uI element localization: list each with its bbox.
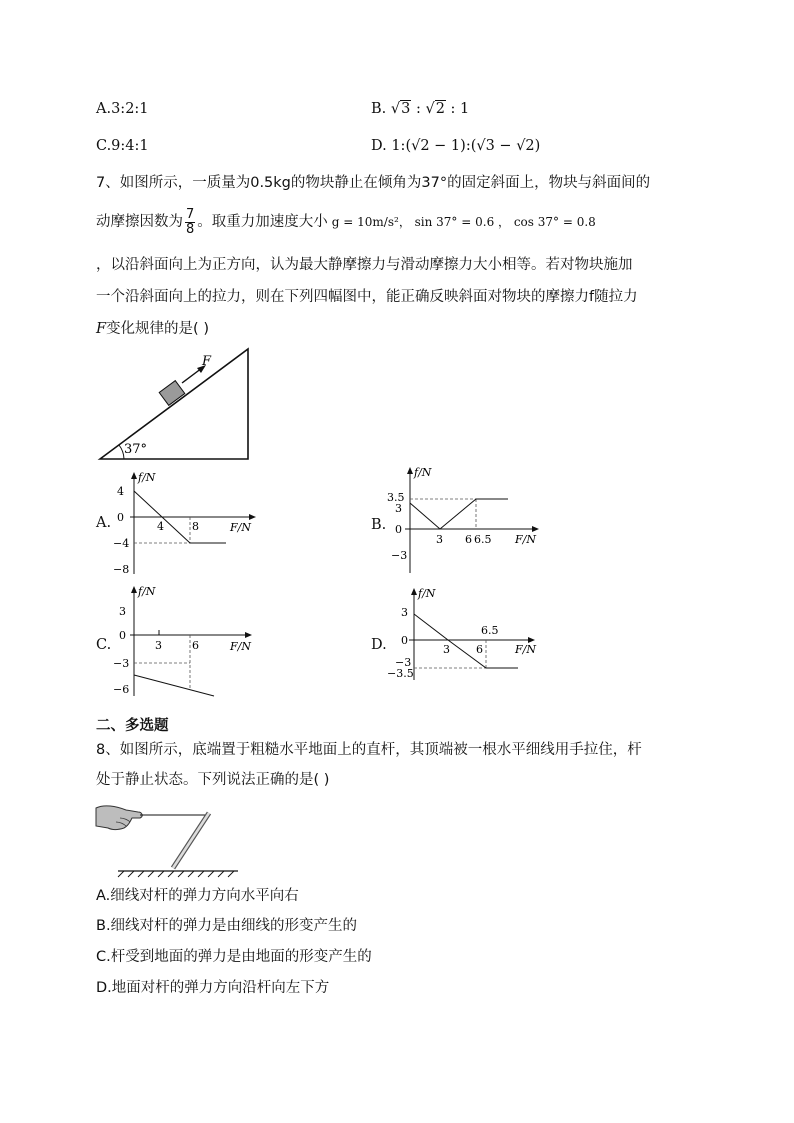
graph-c-xlabel: F/N: [230, 640, 251, 653]
incline-triangle: [100, 349, 248, 459]
graph-d-ytick-neg3: −3: [395, 656, 412, 669]
graph-b-xtick-6: 6: [465, 533, 472, 546]
graph-a-ytick-4: 4: [117, 485, 124, 498]
q8-option-d: D.地面对杆的弹力方向沿杆向左下方: [96, 980, 330, 996]
graph-a-ytick-0: 0: [117, 511, 124, 524]
graph-b-label: B.: [371, 517, 387, 533]
graph-d-xtick-6-5: 6.5: [481, 624, 499, 637]
graph-b-xlabel: F/N: [515, 533, 536, 546]
graph-c-y-arrow: [131, 586, 137, 593]
block: [159, 381, 185, 406]
graph-b-curve: [410, 499, 508, 529]
graph-c-ytick-neg3: −3: [113, 657, 130, 670]
graph-d-ytick-3: 3: [401, 606, 408, 619]
graph-b-xtick-6-5: 6.5: [474, 533, 492, 546]
graph-c-xtick-3: 3: [155, 639, 162, 652]
graph-c-label: C.: [96, 637, 112, 653]
graph-a-xtick-4: 4: [157, 520, 164, 533]
graph-c-ylabel: f/N: [138, 585, 156, 598]
q8-line2: 处于静止状态。下列说法正确的是( ): [96, 772, 330, 788]
graph-a-xtick-8: 8: [192, 520, 199, 533]
q7-line3: ，以沿斜面向上为正方向，认为最大静摩擦力与滑动摩擦力大小相等。若对物块施加: [96, 257, 633, 273]
q7-line4: 一个沿斜面向上的拉力，则在下列四幅图中，能正确反映斜面对物块的摩擦力f随拉力: [96, 289, 638, 305]
angle-label: 37°: [124, 442, 148, 457]
q7-line5: F变化规律的是( ): [96, 321, 209, 337]
q8-line1: 8、如图所示，底端置于粗糙水平地面上的直杆，其顶端被一根水平细线用手拉住，杆: [96, 742, 642, 758]
graph-d-ylabel: f/N: [418, 587, 436, 600]
force-label: F: [202, 354, 212, 369]
graph-a-ytick-neg8: −8: [113, 563, 130, 576]
graph-b-ylabel: f/N: [414, 466, 432, 479]
sqrt3: 3: [401, 101, 411, 117]
q6-option-d: D. 1:(√2 − 1):(√3 − √2): [371, 138, 541, 154]
sqrt2: 2: [435, 101, 445, 117]
graph-b-ytick-3-5: 3.5: [387, 491, 405, 504]
q8-option-a: A.细线对杆的弹力方向水平向右: [96, 888, 299, 904]
graph-d-ytick-neg3-5: −3.5: [387, 667, 414, 680]
q8-option-b: B.细线对杆的弹力是由细线的形变产生的: [96, 918, 358, 934]
hand-icon: [96, 806, 142, 830]
q7-line2: 动摩擦因数为 $\frac{7}{8}$ 。取重力加速度大小 g = 10m/s² ， sin 37° = 0.6 ， cos 37° = 0.8: [96, 206, 596, 237]
q6-option-a: A.3:2:1: [96, 101, 149, 117]
graph-c-ytick-3: 3: [119, 605, 126, 618]
graph-a: [110, 470, 260, 580]
graph-b-ytick-neg3: −3: [391, 549, 408, 562]
graph-d-xtick-3: 3: [443, 643, 450, 656]
graph-c-curve: [134, 675, 214, 696]
q6-option-b: B. √3 : √2 : 1: [371, 101, 470, 117]
graph-d-xlabel: F/N: [515, 643, 536, 656]
incline-figure: [96, 345, 256, 463]
graph-a-x-arrow: [249, 514, 256, 520]
graph-c-ytick-0: 0: [119, 629, 126, 642]
graph-d-curve: [414, 614, 518, 668]
graph-c-xtick-6: 6: [192, 639, 199, 652]
graph-a-ytick-neg4: −4: [113, 537, 130, 550]
mu-fraction: $\frac{7}{8}$: [186, 206, 195, 237]
graph-a-y-arrow: [131, 472, 137, 479]
graph-a-label: A.: [96, 515, 112, 531]
graph-d-y-arrow: [411, 588, 417, 595]
q8-option-c: C.杆受到地面的弹力是由地面的形变产生的: [96, 949, 372, 965]
graph-c-ytick-neg6: −6: [113, 683, 130, 696]
graph-b: [385, 465, 545, 577]
graph-b-ytick-3: 3: [395, 502, 402, 515]
graph-b-ytick-0: 0: [395, 523, 402, 536]
rod-highlight: [173, 813, 209, 868]
graph-b-x-arrow: [532, 526, 539, 532]
section-heading: 二、多选题: [96, 718, 169, 734]
graph-d-xtick-6: 6: [476, 643, 483, 656]
q6-option-c: C.9:4:1: [96, 138, 149, 154]
graph-a-xlabel: F/N: [230, 521, 251, 534]
hand-rod-figure: [94, 800, 244, 878]
graph-b-xtick-3: 3: [436, 533, 443, 546]
graph-b-y-arrow: [407, 467, 413, 474]
graph-c-x-arrow: [245, 632, 252, 638]
graph-a-ylabel: f/N: [138, 471, 156, 484]
ground-hatch: [118, 871, 234, 877]
graph-d: [385, 586, 545, 686]
graph-c: [110, 584, 260, 699]
graph-d-label: D.: [371, 637, 387, 653]
graph-d-ytick-0: 0: [401, 634, 408, 647]
q7-line1: 7、如图所示，一质量为0.5kg的物块静止在倾角为37°的固定斜面上，物块与斜面间的: [96, 175, 651, 191]
